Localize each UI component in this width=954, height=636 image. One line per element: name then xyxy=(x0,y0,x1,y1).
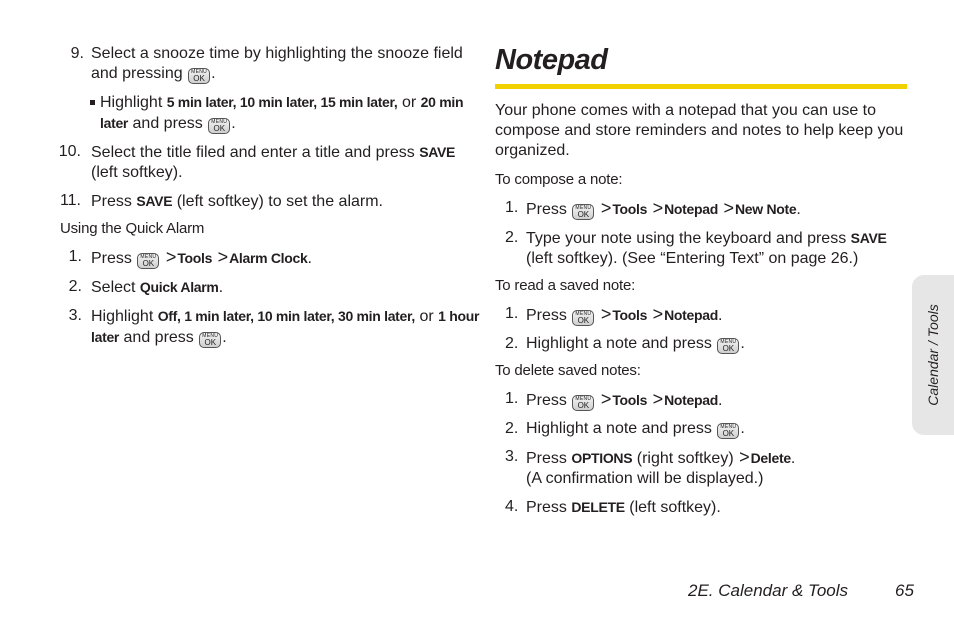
step-number: 11. xyxy=(59,192,81,209)
save-softkey: SAVE xyxy=(419,144,456,160)
title-rule xyxy=(495,84,907,89)
delete-step-3: 3. Press OPTIONS (right softkey) >Delete. (A confirmation will be displayed.) xyxy=(505,447,796,487)
step-9-bullet: Highlight 5 min later, 10 min later, 15 min later, or 20 min later and press MENU OK . xyxy=(90,92,480,134)
left-column xyxy=(60,44,480,356)
delete-step-4: 4. Press DELETE (left softkey). xyxy=(505,498,721,516)
quick-alarm-heading: Using the Quick Alarm xyxy=(60,220,205,237)
quick-step-1: 1. Press MENU OK >Tools >Alarm Clock. xyxy=(68,247,312,268)
delete-heading: To delete saved notes: xyxy=(495,362,641,379)
delete-step-1: 1. Press MENU OK >Tools >Notepad. xyxy=(505,389,723,410)
step-11: 11. Press SAVE (left softkey) to set the alarm. xyxy=(60,191,480,212)
step-text: Select a snooze time by highlighting the snooze field and pressing xyxy=(91,45,463,82)
menu-ok-key-icon: MENU OK xyxy=(717,423,739,439)
read-step-1: 1. Press MENU OK >Tools >Notepad. xyxy=(505,304,723,325)
option-list: 5 min later, 10 min later, 15 min later, xyxy=(166,94,398,110)
menu-ok-key-icon: MENU OK xyxy=(137,253,159,269)
intro-paragraph: Your phone comes with a notepad that you can use to compose and store reminders and notes to help keep you organized. xyxy=(495,102,904,159)
menu-ok-key-icon: MENU OK xyxy=(572,204,594,220)
section-tab xyxy=(912,275,954,435)
footer-section-name: 2E. Calendar & Tools xyxy=(688,581,849,600)
compose-heading: To compose a note: xyxy=(495,171,623,188)
step-number: 9. xyxy=(70,45,84,62)
menu-ok-key-icon: MENU OK xyxy=(572,395,594,411)
section-tab-label: Calendar / Tools xyxy=(925,304,941,406)
quick-step-3: 3. Highlight Off, 1 min later, 10 min later, 30 min later, or 1 hour later and press MENU OK . xyxy=(68,307,480,347)
read-heading: To read a saved note: xyxy=(495,277,636,294)
step-9: 9. Select a snooze time by highlighting the snooze field and pressing MENU OK . xyxy=(60,44,480,84)
step-10: 10. Select the title filed and enter a title and press SAVE (left softkey). xyxy=(58,143,456,181)
right-column xyxy=(495,44,907,526)
save-softkey: SAVE xyxy=(136,193,173,209)
menu-ok-key-icon: MENU OK xyxy=(188,68,210,84)
menu-ok-key-icon: MENU OK xyxy=(717,338,739,354)
page-title: Notepad xyxy=(495,44,608,76)
menu-ok-key-icon: MENU OK xyxy=(572,310,594,326)
menu-ok-key-icon: MENU OK xyxy=(199,332,221,348)
menu-ok-key-icon: MENU OK xyxy=(208,118,230,134)
option-20-min: 20 min later xyxy=(100,94,464,131)
page-number: 65 xyxy=(895,581,914,600)
compose-step-1: 1. Press MENU OK >Tools >Notepad >New Note. xyxy=(505,198,801,219)
quick-step-2: 2. Select Quick Alarm. xyxy=(68,278,224,296)
bullet-square-icon xyxy=(90,100,95,105)
delete-step-2: 2. Highlight a note and press MENU OK . xyxy=(505,420,745,438)
step-number: 10. xyxy=(58,143,81,160)
compose-step-2: 2. Type your note using the keyboard and press SAVE (left softkey). (See “Entering Text” on page 26.) xyxy=(505,229,887,267)
read-step-2: 2. Highlight a note and press MENU OK . xyxy=(505,335,745,353)
